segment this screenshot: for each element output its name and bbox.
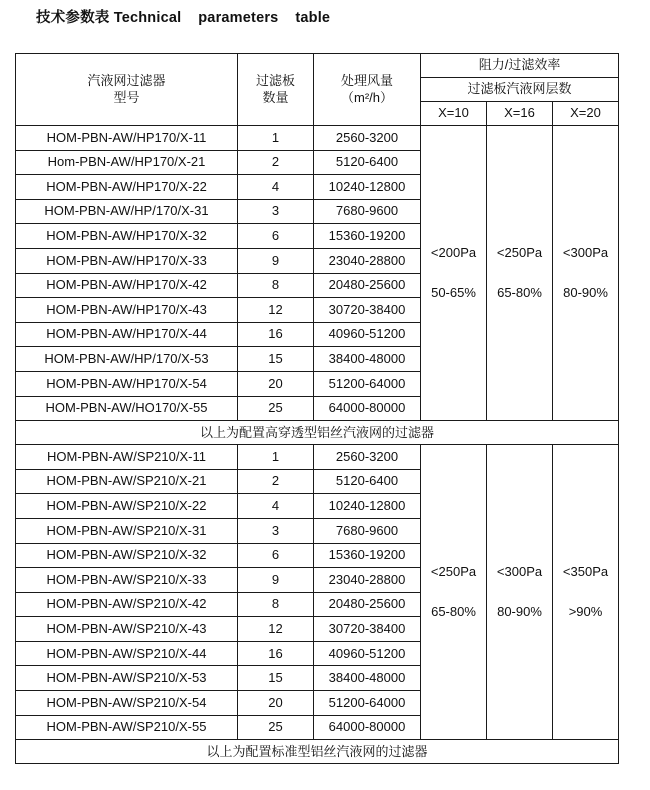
resistance-value: <300Pa — [496, 563, 543, 579]
plate-count-cell: 3 — [238, 199, 314, 224]
plate-count-cell: 20 — [238, 691, 314, 716]
model-cell: HOM-PBN-AW/HO170/X-55 — [16, 396, 238, 421]
plate-count-cell: 9 — [238, 568, 314, 593]
efficiency-value: 80-90% — [563, 285, 608, 301]
model-cell: HOM-PBN-AW/HP/170/X-31 — [16, 199, 238, 224]
model-cell: HOM-PBN-AW/HP170/X-44 — [16, 322, 238, 347]
plate-count-cell: 1 — [238, 445, 314, 470]
airflow-cell: 38400-48000 — [314, 347, 421, 372]
model-cell: HOM-PBN-AW/SP210/X-11 — [16, 445, 238, 470]
plate-count-cell: 8 — [238, 592, 314, 617]
plate-count-cell: 9 — [238, 248, 314, 273]
airflow-cell: 64000-80000 — [314, 396, 421, 421]
performance-cell — [487, 126, 553, 421]
model-cell: HOM-PBN-AW/HP170/X-22 — [16, 175, 238, 200]
airflow-cell: 30720-38400 — [314, 617, 421, 642]
model-cell: HOM-PBN-AW/HP/170/X-53 — [16, 347, 238, 372]
plate-count-cell: 4 — [238, 175, 314, 200]
header-layer-x20: X=20 — [553, 102, 619, 126]
airflow-cell: 30720-38400 — [314, 298, 421, 323]
airflow-cell: 2560-3200 — [314, 126, 421, 151]
header-airflow — [314, 54, 421, 126]
header-airflow-line2: （m²/h） — [340, 89, 393, 105]
plate-count-cell: 2 — [238, 469, 314, 494]
plate-count-cell: 16 — [238, 641, 314, 666]
header-layer-x16: X=16 — [487, 102, 553, 126]
performance-cell — [553, 126, 619, 421]
model-cell: HOM-PBN-AW/HP170/X-54 — [16, 371, 238, 396]
airflow-cell: 5120-6400 — [314, 469, 421, 494]
model-cell: HOM-PBN-AW/HP170/X-11 — [16, 126, 238, 151]
model-cell: HOM-PBN-AW/SP210/X-42 — [16, 592, 238, 617]
header-plates-line2: 数量 — [262, 89, 289, 105]
efficiency-value: 50-65% — [431, 285, 476, 301]
airflow-cell: 15360-19200 — [314, 224, 421, 249]
model-cell: HOM-PBN-AW/SP210/X-54 — [16, 691, 238, 716]
header-model-line1: 汽液网过滤器 — [87, 73, 166, 89]
header-model — [16, 54, 238, 126]
airflow-cell: 20480-25600 — [314, 273, 421, 298]
model-cell: HOM-PBN-AW/SP210/X-31 — [16, 518, 238, 543]
plate-count-cell: 6 — [238, 543, 314, 568]
airflow-cell: 51200-64000 — [314, 371, 421, 396]
model-cell: HOM-PBN-AW/SP210/X-32 — [16, 543, 238, 568]
technical-parameters-table — [15, 53, 619, 764]
resistance-value: <350Pa — [562, 563, 609, 579]
resistance-value: <300Pa — [562, 244, 609, 260]
performance-cell — [553, 445, 619, 740]
airflow-cell: 20480-25600 — [314, 592, 421, 617]
efficiency-value: 65-80% — [431, 604, 476, 620]
performance-cell — [421, 445, 487, 740]
plate-count-cell: 16 — [238, 322, 314, 347]
page-title: 技术参数表 Technical parameters table — [36, 10, 331, 26]
plate-count-cell: 8 — [238, 273, 314, 298]
table-row — [16, 445, 619, 470]
airflow-cell: 10240-12800 — [314, 175, 421, 200]
table-row — [16, 126, 619, 151]
resistance-value: <250Pa — [496, 244, 543, 260]
model-cell: HOM-PBN-AW/HP170/X-43 — [16, 298, 238, 323]
plate-count-cell: 6 — [238, 224, 314, 249]
model-cell: HOM-PBN-AW/HP170/X-42 — [16, 273, 238, 298]
group-note-row — [16, 740, 619, 764]
plate-count-cell: 1 — [238, 126, 314, 151]
group-note: 以上为配置高穿透型铝丝汽液网的过滤器 — [16, 421, 619, 445]
header-layer-x10: X=10 — [421, 102, 487, 126]
model-cell: HOM-PBN-AW/SP210/X-53 — [16, 666, 238, 691]
plate-count-cell: 3 — [238, 518, 314, 543]
header-model-line2: 型号 — [113, 89, 140, 105]
group-note: 以上为配置标准型铝丝汽液网的过滤器 — [16, 740, 619, 764]
plate-count-cell: 2 — [238, 150, 314, 175]
airflow-cell: 2560-3200 — [314, 445, 421, 470]
airflow-cell: 40960-51200 — [314, 322, 421, 347]
model-cell: HOM-PBN-AW/SP210/X-22 — [16, 494, 238, 519]
airflow-cell: 51200-64000 — [314, 691, 421, 716]
model-cell: HOM-PBN-AW/HP170/X-33 — [16, 248, 238, 273]
model-cell: HOM-PBN-AW/SP210/X-43 — [16, 617, 238, 642]
plate-count-cell: 12 — [238, 298, 314, 323]
header-plates — [238, 54, 314, 126]
model-cell: HOM-PBN-AW/SP210/X-44 — [16, 641, 238, 666]
model-cell: HOM-PBN-AW/SP210/X-33 — [16, 568, 238, 593]
header-layers: 过滤板汽液网层数 — [421, 78, 619, 102]
table-body — [16, 126, 619, 764]
efficiency-value: 80-90% — [497, 604, 542, 620]
airflow-cell: 64000-80000 — [314, 715, 421, 740]
plate-count-cell: 20 — [238, 371, 314, 396]
efficiency-value: >90% — [568, 604, 603, 620]
model-cell: Hom-PBN-AW/HP170/X-21 — [16, 150, 238, 175]
airflow-cell: 38400-48000 — [314, 666, 421, 691]
plate-count-cell: 12 — [238, 617, 314, 642]
plate-count-cell: 15 — [238, 666, 314, 691]
resistance-value: <250Pa — [430, 563, 477, 579]
plate-count-cell: 25 — [238, 715, 314, 740]
airflow-cell: 40960-51200 — [314, 641, 421, 666]
group-note-row — [16, 421, 619, 445]
plate-count-cell: 4 — [238, 494, 314, 519]
plate-count-cell: 15 — [238, 347, 314, 372]
performance-cell — [487, 445, 553, 740]
airflow-cell: 5120-6400 — [314, 150, 421, 175]
model-cell: HOM-PBN-AW/SP210/X-55 — [16, 715, 238, 740]
airflow-cell: 23040-28800 — [314, 568, 421, 593]
efficiency-value: 65-80% — [497, 285, 542, 301]
header-airflow-line1: 处理风量 — [340, 73, 393, 89]
airflow-cell: 7680-9600 — [314, 199, 421, 224]
header-resistance-efficiency: 阻力/过滤效率 — [421, 54, 619, 78]
airflow-cell: 15360-19200 — [314, 543, 421, 568]
airflow-cell: 23040-28800 — [314, 248, 421, 273]
model-cell: HOM-PBN-AW/SP210/X-21 — [16, 469, 238, 494]
resistance-value: <200Pa — [430, 244, 477, 260]
header-plates-line1: 过滤板 — [255, 73, 295, 89]
airflow-cell: 7680-9600 — [314, 518, 421, 543]
performance-cell — [421, 126, 487, 421]
plate-count-cell: 25 — [238, 396, 314, 421]
model-cell: HOM-PBN-AW/HP170/X-32 — [16, 224, 238, 249]
airflow-cell: 10240-12800 — [314, 494, 421, 519]
